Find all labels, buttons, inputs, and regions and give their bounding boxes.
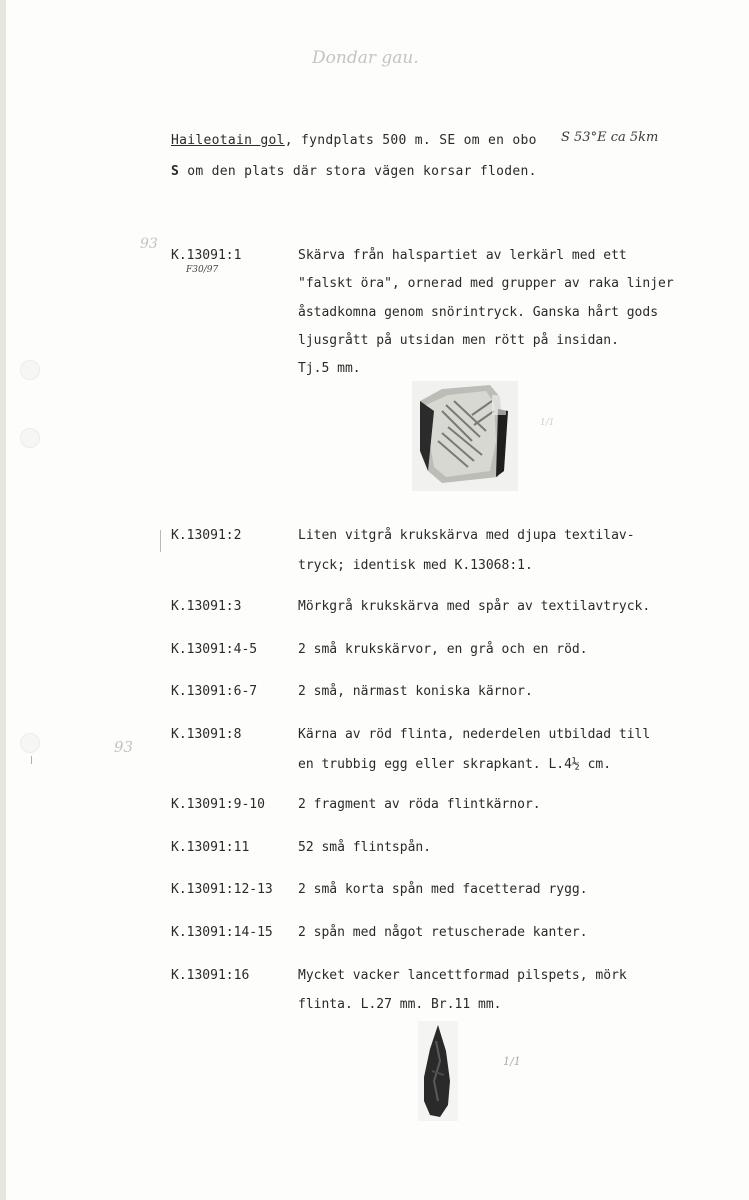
entry-line: 2 små korta spån med facetterad rygg. <box>298 882 588 897</box>
catalog-number: K.13091:14-15 <box>171 925 273 940</box>
handwritten-header: Dondar gau. <box>312 48 419 68</box>
catalog-number: K.13091:6-7 <box>171 684 258 699</box>
catalog-number: K.13091:9-10 <box>171 797 265 812</box>
entry-line: 2 små krukskärvor, en grå och en röd. <box>298 642 588 657</box>
catalog-number: K.13091:16 <box>171 968 250 983</box>
entry-line: "falskt öra", ornerad med grupper av raka linjer <box>298 276 674 291</box>
catalog-number: K.13091:4-5 <box>171 642 258 657</box>
margin-tick <box>160 530 161 552</box>
entry-line: Liten vitgrå krukskärva med djupa textilav- <box>298 528 635 543</box>
entry-line: Mycket vacker lancettformad pilspets, mörk <box>298 968 627 983</box>
entry-line: 2 fragment av röda flintkärnor. <box>298 797 541 812</box>
entry-line: tryck; identisk med K.13068:1. <box>298 558 533 573</box>
entry-line: flinta. L.27 mm. Br.11 mm. <box>298 997 502 1012</box>
sherd-photo <box>412 381 518 491</box>
site-line-2-text: om den plats där stora vägen korsar floden. <box>179 164 537 179</box>
site-handwritten-annotation: S 53°E ca 5km <box>561 130 659 145</box>
punch-hole <box>20 428 40 448</box>
catalog-number: K.13091:11 <box>171 840 250 855</box>
f-number-note: F30/97 <box>186 265 219 275</box>
entry-line: ljusgrått på utsidan men rött på insidan. <box>298 333 619 348</box>
page-edge <box>0 0 6 1200</box>
entry-line: 52 små flintspån. <box>298 840 432 855</box>
arrowhead-photo <box>418 1021 458 1121</box>
catalog-number: K.13091:1 <box>171 248 242 263</box>
entry-line: åstadkomna genom snörintryck. Ganska hårt gods <box>298 305 659 320</box>
entry-line: Skärva från halspartiet av lerkärl med ett <box>298 248 627 263</box>
scale-mark-photo-1: 1/1 <box>540 418 555 428</box>
entry-line: Tj.5 mm. <box>298 361 361 376</box>
site-line-1 <box>171 133 537 148</box>
punch-hole <box>20 733 40 753</box>
margin-tick <box>31 756 32 764</box>
catalog-number: K.13091:8 <box>171 727 242 742</box>
margin-note-93-mid: 93 <box>114 738 134 756</box>
entry-line: Kärna av röd flinta, nederdelen utbildad till <box>298 727 651 742</box>
entry-line: en trubbig egg eller skrapkant. L.4½ cm. <box>298 757 612 772</box>
scale-mark-photo-2: 1/1 <box>503 1055 521 1068</box>
entry-line: 2 små, närmast koniska kärnor. <box>298 684 533 699</box>
site-line-2-mark: S <box>171 164 180 179</box>
punch-hole <box>20 360 40 380</box>
catalog-number: K.13091:2 <box>171 528 242 543</box>
entry-line: 2 spån med något retuscherade kanter. <box>298 925 588 940</box>
site-line-1-rest: , fyndplats 500 m. SE om en obo <box>284 133 537 148</box>
catalog-number: K.13091:12-13 <box>171 882 273 897</box>
site-line-2 <box>171 164 537 179</box>
site-name: Haileotain gol <box>171 133 285 148</box>
catalog-number: K.13091:3 <box>171 599 242 614</box>
entry-line: Mörkgrå krukskärva med spår av textilavtryck. <box>298 599 651 614</box>
margin-note-93-top: 93 <box>140 236 158 252</box>
